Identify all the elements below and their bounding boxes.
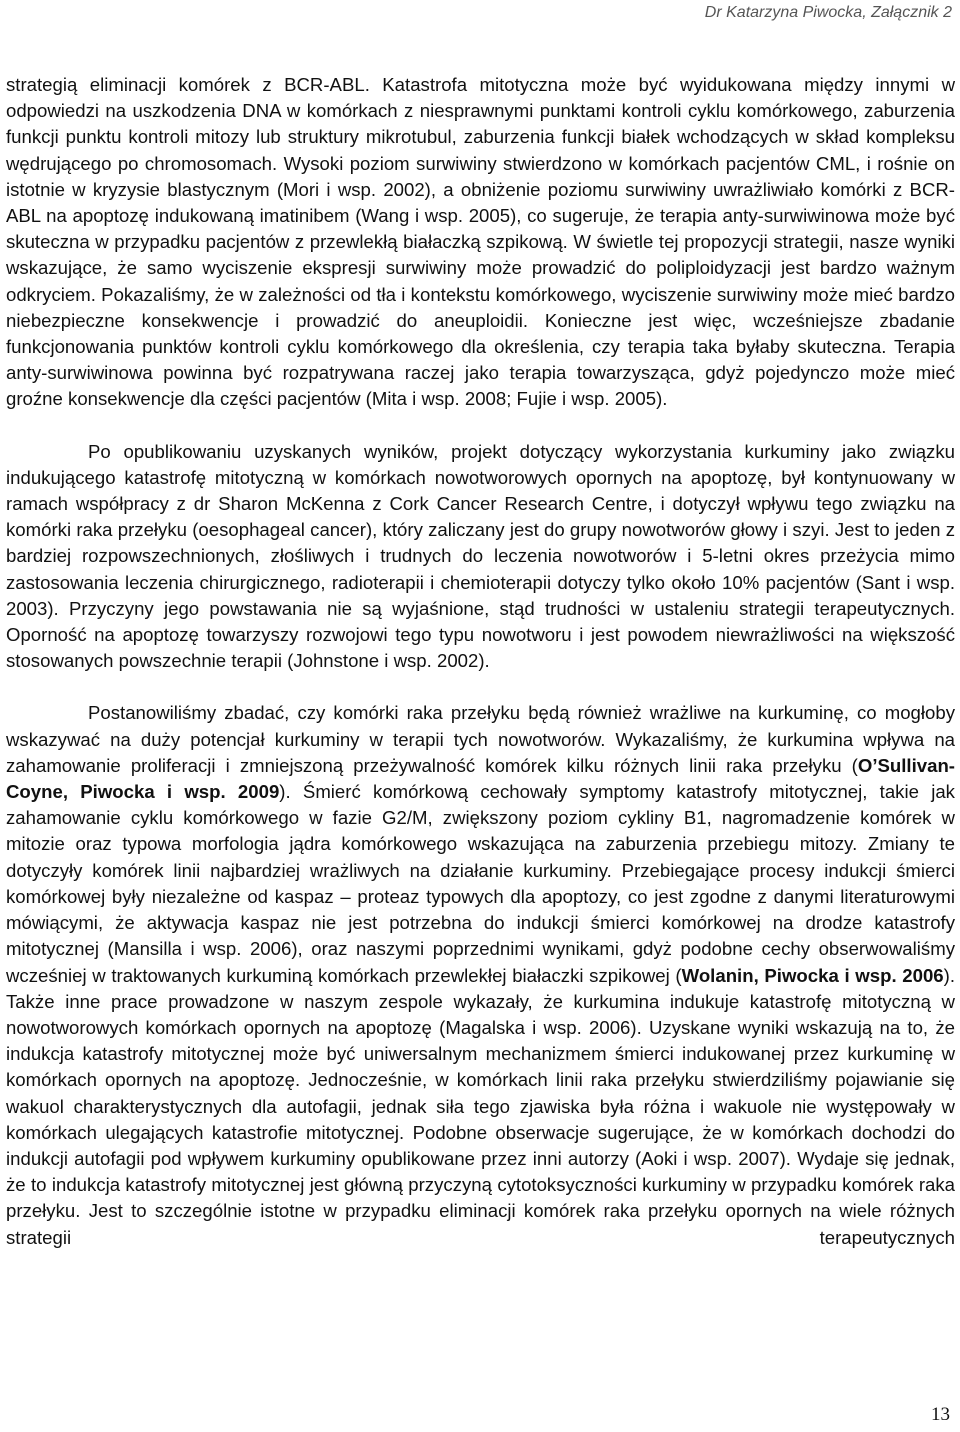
page-number: 13 (931, 1404, 950, 1425)
paragraph (6, 439, 955, 675)
paragraph-text: ). Także inne prace prowadzone w naszym zespole wykazały, że kurkumina indukuje katastrofę mitotyczną w nowotworowych komórkach opornych na apoptozę (Magalska i wsp. 2006). Uzyskane wyniki wskazują na to, że indukcja katastrofy mitotycznej może być uniwersalnym mechanizmem śmierci indukowanej przez kurkuminę w komórkach opornych na apoptozę. Jednocześnie, w komórkach linii raka przełyku stwierdziliśmy pojawianie się wakuol charakterystycznych dla autofagii, jednak siła tego zjawiska była różna i wakuole nie występowały w komórkach ulegających katastrofie mitotycznej. Podobne obserwacje sugerujące, że w komórkach dochodzi do indukcji autofagii pod wpływem kurkuminy opublikowane przez inni autorzy (Aoki i wsp. 2007). Wydaje się jednak, że to indukcja katastrofy mitotycznej jest główną przyczyną cytotoksyczności kurkuminy w przypadku komórek raka przełyku. Jest to szczególnie istotne w przypadku eliminacji komórek raka przełyku opornych na wiele różnych strategii terapeutycznych (6, 964, 955, 1248)
document-body (6, 72, 955, 1251)
paragraph-text: strategią eliminacji komórek z BCR-ABL. Katastrofa mitotyczna może być wyidukowana między innymi w odpowiedzi na uszkodzenia DNA w komórkach z niesprawnymi punktami kontroli cyklu komórkowego, zaburzenia funkcji punktu kontroli mitozy lub struktury mikrotubul, zaburzenia funkcji białek wchodzących w skład kompleksu wędrującego po chromosomach. Wysoki poziom surwiwiny stwierdzono w komórkach pacjentów CML, i rośnie on istotnie w kryzysie blastycznym (Mori i wsp. 2002), a obniżenie poziomu surwiwiny uwrażliwiało komórki z BCR-ABL na apoptozę indukowaną imatinibem (Wang i wsp. 2005), co sugeruje, że terapia anty-surwiwinowa może być skuteczna w przypadku pacjentów z przewlekłą białaczką szpikową. W świetle tej propozycji strategii, nasze wyniki wskazujące, że samo wyciszenie ekspresji surwiwiny może prowadzić do poliploidyzacji jest bardzo ważnym odkryciem. Pokazaliśmy, że w zależności od tła i kontekstu komórkowego, wyciszenie surwiwiny może mieć bardzo niebezpieczne konsekwencje i prowadzić do aneuploidii. Konieczne jest więc, wcześniejsze zbadanie funkcjonowania punktów kontroli cyklu komórkowego dla określenia, czy terapia taka byłaby skuteczna. Terapia anty-surwiwinowa powinna być rozpatrywana raczej jako terapia towarzysząca, gdyż pojedynczo może mieć groźne konsekwencje dla części pacjentów (Mita i wsp. 2008; Fujie i wsp. 2005). (6, 74, 955, 410)
citation-bold: Wolanin, Piwocka i wsp. 2006 (681, 964, 944, 986)
paragraph-text: Po opublikowaniu uzyskanych wyników, projekt dotyczący wykorzystania kurkuminy jako związku indukującego katastrofę mitotyczną w komórkach nowotworowych opornych na apoptozę, był kontynuowany w ramach współpracy z dr Sharon McKenna z Cork Cancer Research Centre, i dotyczył wpływu tego związku na komórki raka przełyku (oesophageal cancer), który zaliczany jest do grupy nowotworów głowy i szyi. Jest to jeden z bardziej rozpowszechnionych, złośliwych i trudnych do leczenia nowotworów i 5-letni okres przeżycia mimo zastosowania leczenia chirurgicznego, radioterapii i chemioterapii dotyczy tylko około 10% pacjentów (Sant i wsp. 2003). Przyczyny jego powstawania nie są wyjaśnione, stąd trudności w ustaleniu strategii terapeutycznych. Oporność na apoptozę towarzyszy rozwojowi tego typu nowotworu i jest powodem niewrażliwości na większość stosowanych powszechnie terapii (Johnstone i wsp. 2002). (6, 440, 955, 672)
paragraph (6, 72, 955, 413)
paragraph-text: Postanowiliśmy zbadać, czy komórki raka przełyku będą również wrażliwe na kurkuminę, co mogłoby wskazywać na duży potencjał kurkuminy w terapii tych nowotworów. Wykazaliśmy, że kurkumina wpływa na zahamowanie proliferacji i zmniejszoną przeżywalność komórek kilku różnych linii raka przełyku ( (6, 702, 955, 776)
citation-bold: O’Sullivan-Coyne, Piwocka i wsp. 2009 (6, 754, 955, 803)
paragraph (6, 700, 955, 1250)
paragraph-text: ). Śmierć komórkową cechowały symptomy katastrofy mitotycznej, takie jak zahamowanie cyklu komórkowego w fazie G2/M, zwiększony poziom cykliny B1, nagromadzenie komórek w mitozie oraz typowa morfologia jądra komórkowego wskazująca na zaburzenia przebiegu mitozy. Zmiany te dotyczyły komórek linii najbardziej wrażliwych na działanie kurkuminy. Przebiegające procesy indukcji śmierci komórkowej były niezależne od kaspaz – proteaz typowych dla apoptozy, co jest zgodne z danymi literaturowymi mówiącymi, że aktywacja kaspaz nie jest potrzebna do indukcji śmierci komórkowej na drodze katastrofy mitotycznej (Mansilla i wsp. 2006), oraz naszymi poprzednimi wynikami, gdyż podobne cechy obserwowaliśmy wcześniej w traktowanych kurkuminą komórkach przewlekłej białaczki szpikowej ( (6, 781, 955, 986)
running-header: Dr Katarzyna Piwocka, Załącznik 2 (704, 4, 952, 21)
